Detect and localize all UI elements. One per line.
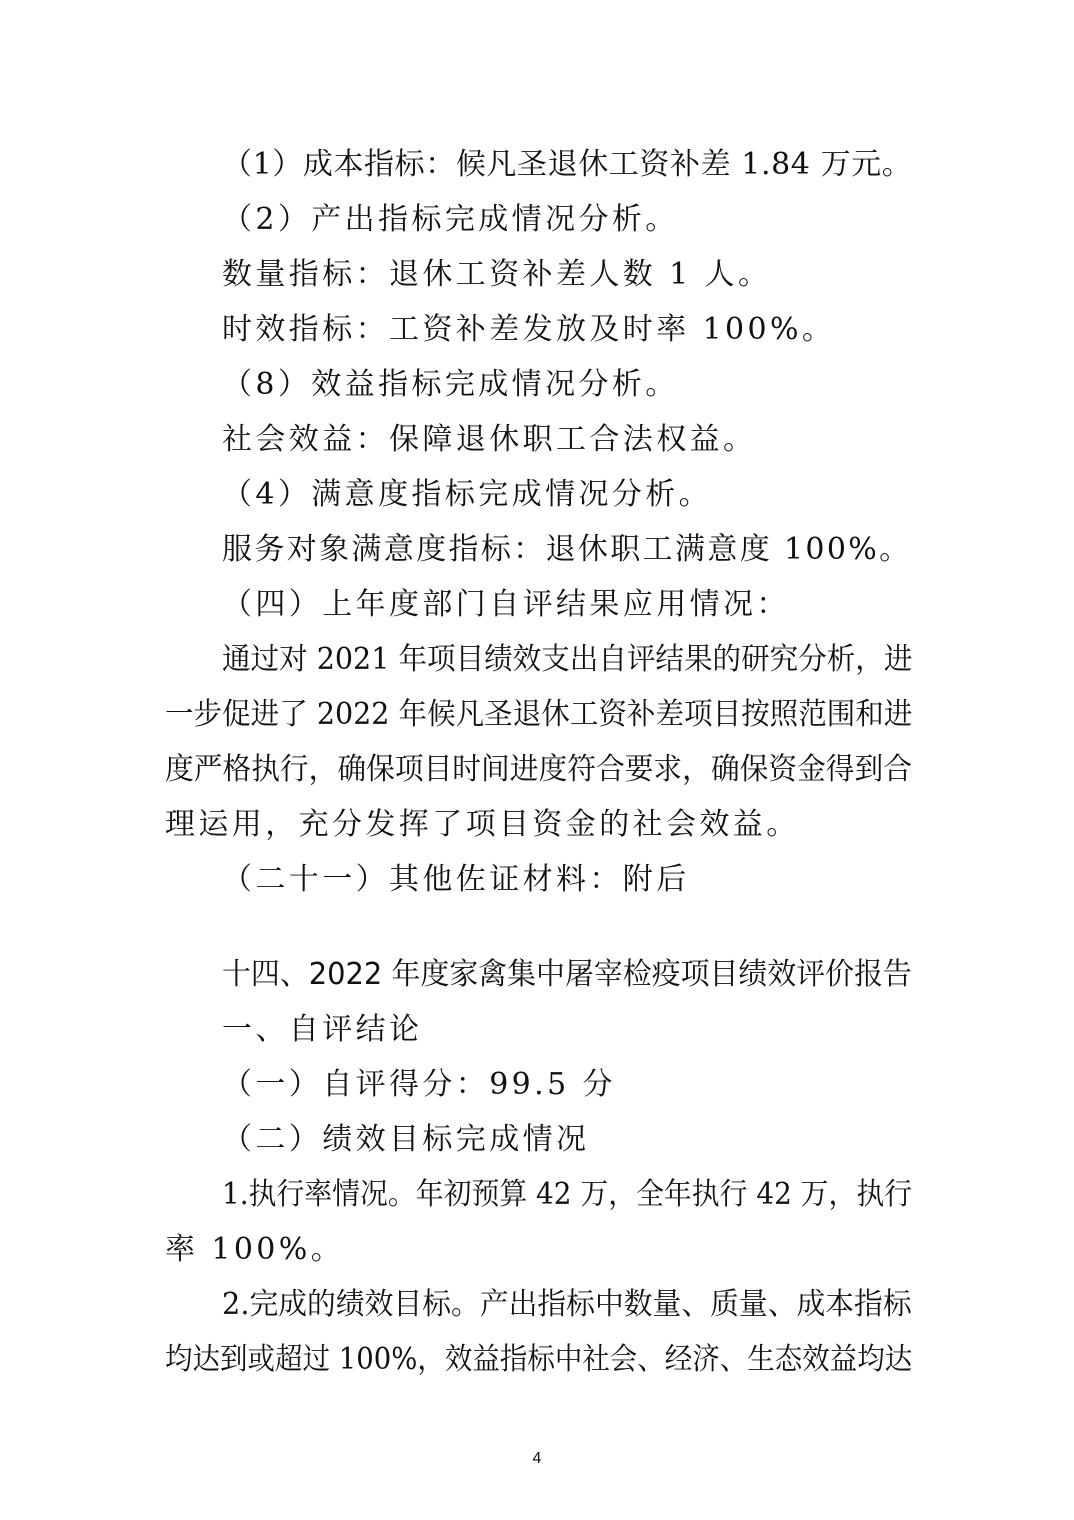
paragraph-line: 2.完成的绩效目标。产出指标中数量、质量、成本指标 bbox=[222, 1287, 912, 1322]
paragraph-line: （一）自评得分：99.5 分 bbox=[222, 1067, 616, 1102]
paragraph-line: 数量指标：退休工资补差人数 1 人。 bbox=[222, 257, 772, 292]
page-number: 4 bbox=[532, 1450, 542, 1467]
paragraph-line: 度严格执行，确保项目时间进度符合要求，确保资金得到合 bbox=[165, 752, 912, 787]
paragraph-line: （4）满意度指标完成情况分析。 bbox=[222, 477, 713, 512]
paragraph-line: 服务对象满意度指标：退休职工满意度 100%。 bbox=[222, 532, 912, 567]
paragraph-line: 理运用，充分发挥了项目资金的社会效益。 bbox=[165, 807, 800, 842]
paragraph-line: （二十一）其他佐证材料：附后 bbox=[222, 862, 690, 897]
section-heading: 十四、2022 年度家禽集中屠宰检疫项目绩效评价报告 bbox=[222, 957, 912, 992]
paragraph-line: 社会效益：保障退休职工合法权益。 bbox=[222, 422, 757, 457]
paragraph-line: 一步促进了 2022 年候凡圣退休工资补差项目按照范围和进 bbox=[165, 697, 913, 732]
paragraph-line: （1）成本指标：候凡圣退休工资补差 1.84 万元。 bbox=[222, 147, 913, 182]
paragraph-line: 通过对 2021 年项目绩效支出自评结果的研究分析，进 bbox=[222, 642, 913, 677]
paragraph-line: 时效指标：工资补差发放及时率 100%。 bbox=[222, 312, 836, 347]
paragraph-line: 均达到或超过 100%，效益指标中社会、经济、生态效益均达 bbox=[165, 1342, 913, 1377]
paragraph-line: （四）上年度部门自评结果应用情况： bbox=[222, 587, 790, 622]
paragraph-line: （8）效益指标完成情况分析。 bbox=[222, 367, 679, 402]
paragraph-line: 率 100%。 bbox=[165, 1232, 345, 1267]
paragraph-line: 一、自评结论 bbox=[222, 1012, 423, 1047]
paragraph-line: 1.执行率情况。年初预算 42 万，全年执行 42 万，执行 bbox=[222, 1177, 913, 1212]
paragraph-line: （2）产出指标完成情况分析。 bbox=[222, 202, 679, 237]
paragraph-line: （二）绩效目标完成情况 bbox=[222, 1122, 590, 1157]
